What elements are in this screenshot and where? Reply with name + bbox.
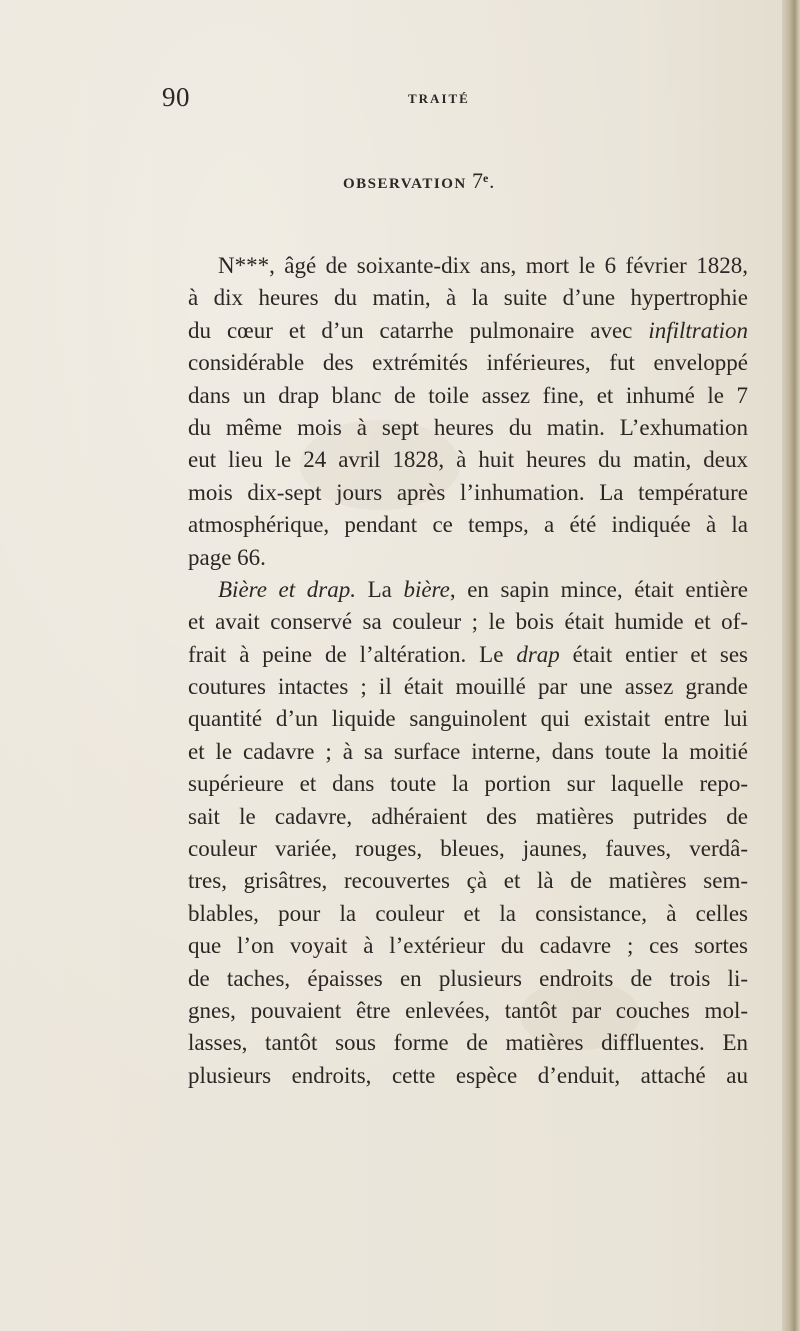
text-run: , en sapin mince, était entière [449, 576, 748, 602]
text-line [188, 250, 748, 282]
text-line [188, 639, 748, 671]
text-run: mois dix-sept jours après l’inhumation. La température [188, 479, 748, 505]
text-run: eut lieu le 24 avril 1828, à huit heures du matin, deux [188, 447, 748, 473]
text-run: du cœur et d’un catarrhe pulmonaire avec [188, 317, 649, 343]
text-run: quantité d’un liquide sanguinolent qui existait entre lui [188, 706, 748, 732]
text-line [188, 1027, 748, 1059]
text-line [188, 736, 748, 768]
observation-superscript: e [482, 171, 490, 185]
text-run: de taches, épaisses en plusieurs endroits de trois li- [188, 965, 748, 991]
italic-phrase: infiltration [648, 317, 748, 343]
running-title: TRAITÉ [408, 91, 470, 106]
text-run: gnes, pouvaient être enlevées, tantôt par couches mol- [188, 997, 748, 1023]
text-run: tres, grisâtres, recouvertes çà et là de matières sem- [188, 868, 748, 894]
text-run: N***, âgé de soixante-dix ans, mort le 6 février 1828, [218, 253, 748, 278]
italic-phrase: drap [516, 641, 560, 667]
text-run: blables, pour la couleur et la consistance, à celles [188, 900, 748, 926]
text-run: plusieurs endroits, cette espèce d’enduit, attaché au [188, 1062, 748, 1088]
text-line [188, 1060, 748, 1092]
text-line [188, 671, 748, 703]
observation-number: 7 [471, 168, 483, 193]
italic-phrase: bière [403, 576, 450, 602]
text-line [188, 801, 748, 833]
text-run: couleur variée, rouges, bleues, jaunes, fauves, verdâ- [188, 836, 748, 862]
text-line [188, 833, 748, 865]
text-line [188, 898, 748, 930]
text-run: supérieure et dans toute la portion sur laquelle repo- [188, 771, 748, 797]
observation-period: . [489, 176, 496, 192]
text-run: et avait conservé sa couleur ; le bois était humide et of- [188, 609, 748, 635]
text-line [188, 477, 748, 509]
text-run: dans un drap blanc de toile assez fine, et inhumé le 7 [188, 382, 748, 408]
running-head [156, 82, 716, 116]
text-line [188, 963, 748, 995]
text-run: sait le cadavre, adhéraient des matières putrides de [188, 803, 748, 829]
text-line [188, 703, 748, 735]
text-run: atmosphérique, pendant ce temps, a été indiquée à la [188, 512, 748, 538]
text-run: était entier et ses [559, 641, 748, 667]
text-line [188, 412, 748, 444]
text-line [188, 380, 748, 412]
text-line [188, 606, 748, 638]
page-number: 90 [162, 82, 190, 112]
text-line [188, 444, 748, 476]
text-line [188, 930, 748, 962]
text-run: lasses, tantôt sous forme de matières diffluentes. En [188, 1030, 748, 1056]
text-run: du même mois à sept heures du matin. L’exhumation [188, 414, 748, 440]
text-run: considérable des extrémités inférieures, fut enveloppé [188, 350, 748, 376]
text-run: frait à peine de l’altération. Le [188, 641, 517, 667]
text-run: La [355, 576, 404, 602]
text-line [188, 509, 748, 541]
text-run: à dix heures du matin, à la suite d’une hypertrophie [188, 285, 748, 311]
text-line [188, 542, 748, 574]
text-run: que l’on voyait à l’extérieur du cadavre ; ces sortes [188, 933, 748, 959]
page-edge [782, 0, 800, 1331]
text-line [188, 282, 748, 314]
text-line [188, 347, 748, 379]
text-run: et le cadavre ; à sa surface interne, dans toute la moitié [188, 738, 748, 764]
text-line [188, 768, 748, 800]
body-text [188, 250, 748, 1092]
text-line [188, 995, 748, 1027]
text-run: coutures intactes ; il était mouillé par une assez grande [188, 674, 748, 700]
text-line [188, 865, 748, 897]
observation-heading [0, 168, 800, 194]
observation-label: OBSERVATION [342, 176, 467, 192]
text-line [188, 574, 748, 606]
text-run: page 66. [188, 544, 266, 570]
italic-phrase: Bière et drap. [218, 576, 356, 602]
text-line [188, 315, 748, 347]
